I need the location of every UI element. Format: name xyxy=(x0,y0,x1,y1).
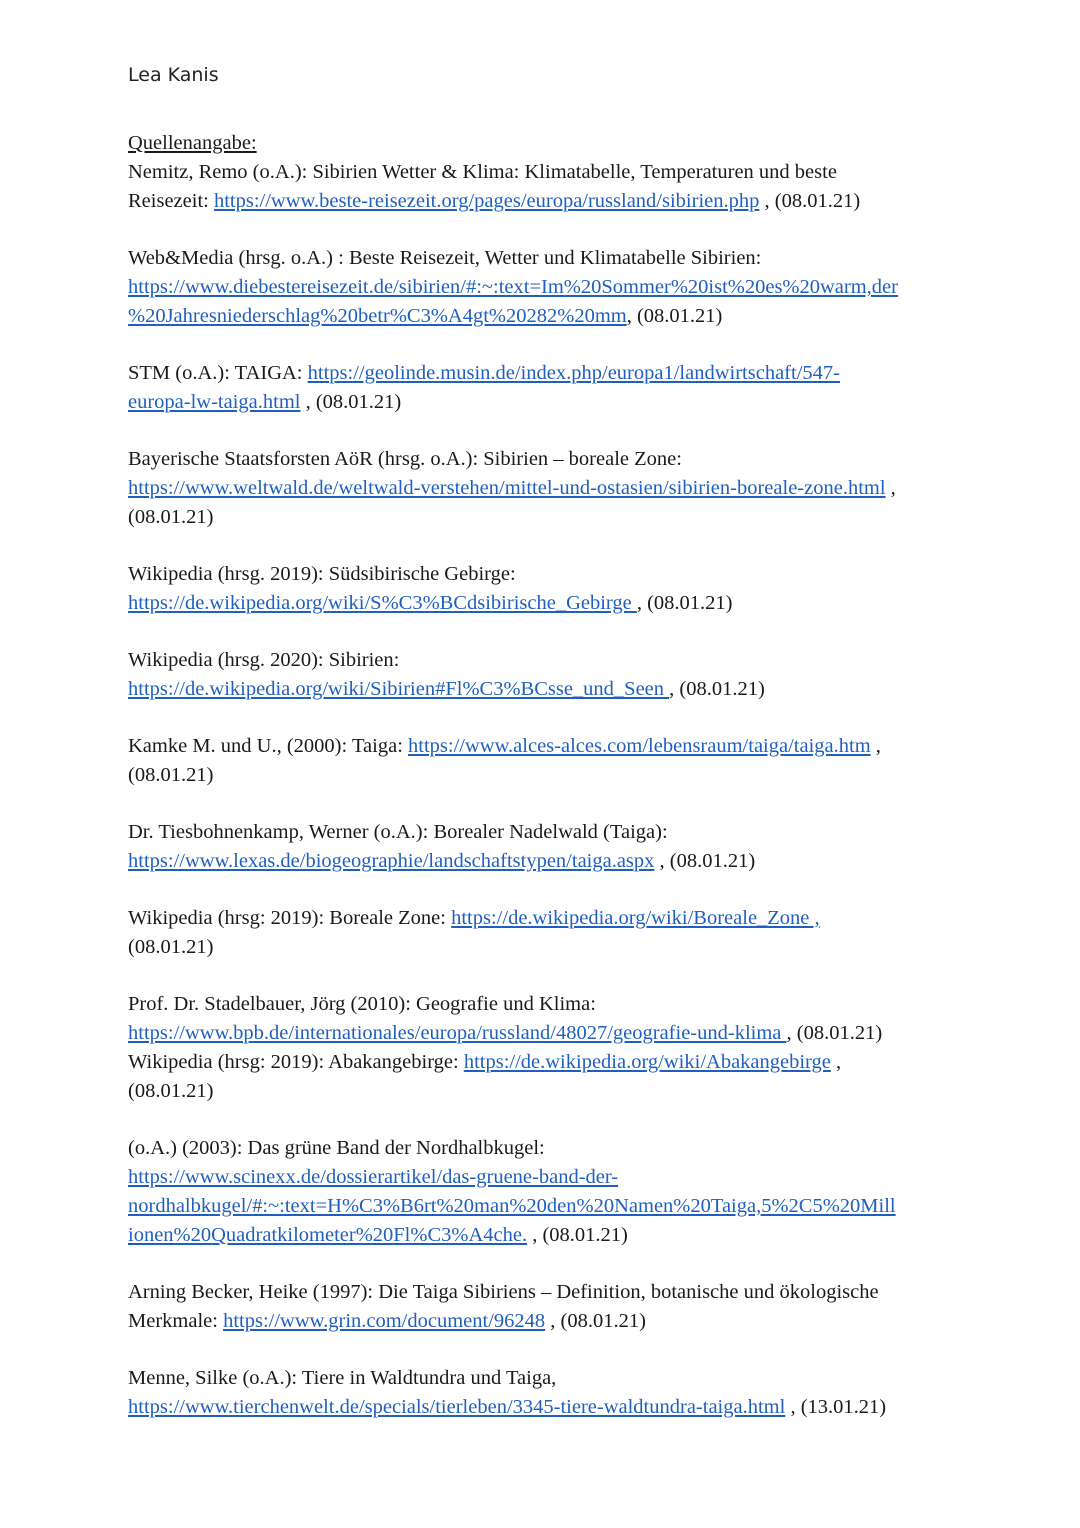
separator: , xyxy=(870,735,881,757)
separator: , xyxy=(830,1051,842,1073)
reference-link[interactable]: https://www.bpb.de/internationales/europa/russland/48027/geografie-und-klima xyxy=(128,1022,787,1044)
access-date: , (08.01.21) xyxy=(759,190,861,212)
bibliography xyxy=(128,129,958,1450)
reference-link[interactable]: https://de.wikipedia.org/wiki/Sibirien#Fl%C3%BCsse_und_Seen xyxy=(128,678,670,700)
access-date: , (08.01.21) xyxy=(300,391,402,413)
reference-entry xyxy=(128,904,958,962)
access-date: , (08.01.21) xyxy=(636,592,733,614)
access-date: , (08.01.21) xyxy=(669,678,765,700)
reference-link-continued[interactable]: europa-lw-taiga.html xyxy=(128,391,301,413)
reference-link[interactable]: https://www.alces-alces.com/lebensraum/taiga/taiga.htm xyxy=(408,735,871,757)
reference-text: Web&Media (hrsg. o.A.) : Beste Reisezeit, Wetter und Klimatabelle Sibirien: xyxy=(128,247,762,269)
reference-text: Wikipedia (hrsg: 2019): Boreale Zone: xyxy=(128,907,452,929)
reference-entry xyxy=(128,990,958,1048)
reference-text: Menne, Silke (o.A.): Tiere in Waldtundra und Taiga, xyxy=(128,1367,557,1389)
reference-link[interactable]: https://www.lexas.de/biogeographie/landschaftstypen/taiga.aspx xyxy=(128,850,655,872)
reference-link[interactable]: https://www.weltwald.de/weltwald-verstehen/mittel-und-ostasien/sibirien-boreale-zone.html xyxy=(128,477,886,499)
reference-link[interactable]: https://de.wikipedia.org/wiki/Abakangebirge xyxy=(463,1051,831,1073)
reference-link[interactable]: https://www.scinexx.de/dossierartikel/das-gruene-band-der- xyxy=(128,1166,619,1188)
reference-link[interactable]: https://www.grin.com/document/96248 xyxy=(223,1310,546,1332)
reference-entry xyxy=(128,1048,958,1106)
reference-link-continued[interactable]: ionen%20Quadratkilometer%20Fl%C3%A4che. xyxy=(128,1224,528,1246)
reference-entry xyxy=(128,732,958,790)
access-date: (08.01.21) xyxy=(128,764,214,786)
reference-link-continued[interactable]: %20Jahresniederschlag%20betr%C3%A4gt%20282%20mm xyxy=(128,305,627,327)
reference-text: Wikipedia (hrsg: 2019): Abakangebirge: xyxy=(128,1051,464,1073)
access-date: (08.01.21) xyxy=(128,936,214,958)
reference-link[interactable]: https://www.diebestereisezeit.de/sibirien/#:~:text=Im%20Sommer%20ist%20es%20warm,der xyxy=(128,276,898,298)
access-date: , (13.01.21) xyxy=(785,1396,887,1418)
reference-entry xyxy=(128,1364,958,1422)
reference-link[interactable]: https://de.wikipedia.org/wiki/Boreale_Zone , xyxy=(451,907,820,929)
reference-text: Dr. Tiesbohnenkamp, Werner (o.A.): Borealer Nadelwald (Taiga): xyxy=(128,821,668,843)
author-name: Lea Kanis xyxy=(128,64,219,86)
access-date: , (08.01.21) xyxy=(786,1022,883,1044)
reference-link[interactable]: https://www.tierchenwelt.de/specials/tierleben/3345-tiere-waldtundra-taiga.html xyxy=(128,1396,786,1418)
reference-entry xyxy=(128,445,958,532)
reference-entry xyxy=(128,1134,958,1250)
reference-text: (o.A.) (2003): Das grüne Band der Nordhalbkugel: xyxy=(128,1137,545,1159)
reference-text: Wikipedia (hrsg. 2020): Sibirien: xyxy=(128,649,400,671)
reference-entry xyxy=(128,359,958,417)
reference-link-continued[interactable]: nordhalbkugel/#:~:text=H%C3%B6rt%20man%20den%20Namen%20Taiga,5%2C5%20Mill xyxy=(128,1195,896,1217)
access-date: (08.01.21) xyxy=(128,1080,214,1102)
reference-entry xyxy=(128,818,958,876)
reference-text: Prof. Dr. Stadelbauer, Jörg (2010): Geografie und Klima: xyxy=(128,993,596,1015)
reference-link[interactable]: https://de.wikipedia.org/wiki/S%C3%BCdsibirische_Gebirge xyxy=(128,592,637,614)
access-date: (08.01.21) xyxy=(128,506,214,528)
reference-text: Wikipedia (hrsg. 2019): Südsibirische Gebirge: xyxy=(128,563,516,585)
reference-entry xyxy=(128,560,958,618)
reference-text: Nemitz, Remo (o.A.): Sibirien Wetter & Klima: Klimatabelle, Temperaturen und beste xyxy=(128,161,837,183)
reference-entry xyxy=(128,646,958,704)
separator: , xyxy=(885,477,896,499)
bibliography-heading: Quellenangabe: xyxy=(128,132,257,154)
reference-entry xyxy=(128,244,958,331)
reference-text: Bayerische Staatsforsten AöR (hrsg. o.A.): Sibirien – boreale Zone: xyxy=(128,448,682,470)
reference-link[interactable]: https://www.beste-reisezeit.org/pages/europa/russland/sibirien.php xyxy=(213,190,760,212)
access-date: , (08.01.21) xyxy=(527,1224,628,1246)
reference-entry xyxy=(128,1278,958,1336)
reference-text: STM (o.A.): TAIGA: xyxy=(128,362,308,384)
reference-text: Merkmale: xyxy=(128,1310,224,1332)
access-date: , (08.01.21) xyxy=(654,850,756,872)
reference-entry xyxy=(128,158,958,216)
access-date: , (08.01.21) xyxy=(626,305,723,327)
reference-link[interactable]: https://geolinde.musin.de/index.php/europa1/landwirtschaft/547- xyxy=(307,362,840,384)
access-date: , (08.01.21) xyxy=(545,1310,646,1332)
reference-text: Kamke M. und U., (2000): Taiga: xyxy=(128,735,409,757)
reference-text: Reisezeit: xyxy=(128,190,214,212)
reference-text: Arning Becker, Heike (1997): Die Taiga Sibiriens – Definition, botanische und ökologische xyxy=(128,1281,879,1303)
